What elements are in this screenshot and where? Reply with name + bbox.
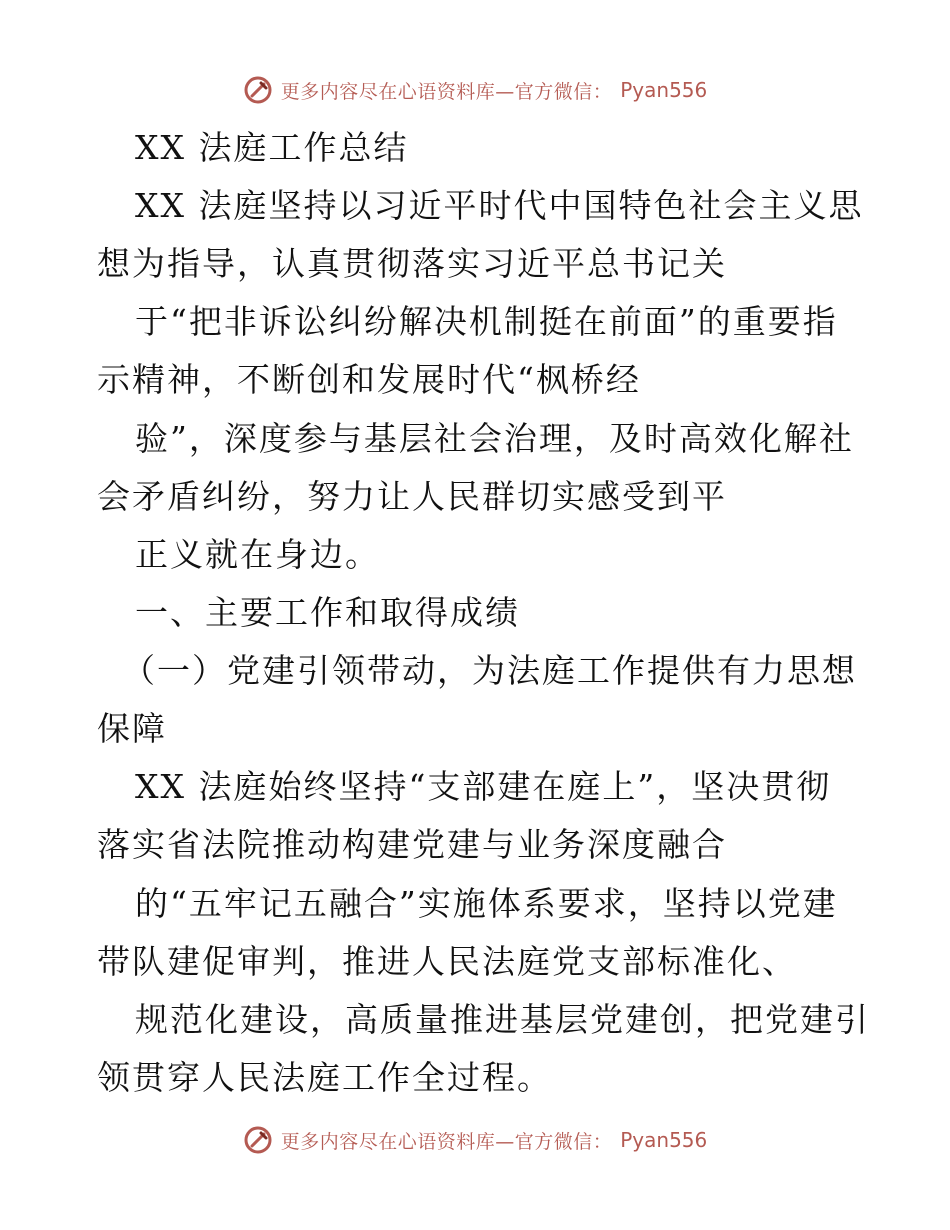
watermark-text: 更多内容尽在心语资料库—官方微信： [280,1130,613,1153]
paragraph-line: 验”，深度参与基层社会治理，及时高效化解社 [135,419,854,458]
paragraph-line: 会矛盾纠纷，努力让人民群切实感受到平 [97,477,727,516]
section-heading: 一、主要工作和取得成绩 [135,593,520,632]
watermark-wechat-id: Pyan556 [620,1128,708,1152]
watermark-text: 更多内容尽在心语资料库—官方微信： [280,80,613,103]
paragraph-line: 的“五牢记五融合”实施体系要求，坚持以党建 [135,884,838,923]
paragraph-line: XX 法庭始终坚持“支部建在庭上”，坚决贯彻 [135,767,832,806]
paragraph-line: XX 法庭坚持以习近平时代中国特色社会主义思 [135,186,864,225]
paragraph-line: 于“把非诉讼纠纷解决机制挺在前面”的重要指 [135,302,838,341]
subsection-heading: （一）党建引领带动，为法庭工作提供有力思想 [122,651,857,690]
footer-watermark [0,1120,950,1160]
paragraph-line: 领贯穿人民法庭工作全过程。 [97,1058,552,1097]
paragraph-line: 规范化建设，高质量推进基层党建创，把党建引 [135,1000,870,1039]
paragraph-line: 落实省法院推动构建党建与业务深度融合 [97,825,727,864]
document-title: XX 法庭工作总结 [135,128,409,167]
paragraph-line: 想为指导，认真贯彻落实习近平总书记关 [97,244,727,283]
watermark-wechat-id: Pyan556 [620,78,708,102]
subsection-heading-cont: 保障 [97,709,167,748]
paragraph-line: 带队建促审判，推进人民法庭党支部标准化、 [97,942,797,981]
paragraph-line: 正义就在身边。 [135,535,380,574]
brand-logo-icon [243,1125,273,1155]
paragraph-line: 示精神，不断创和发展时代“枫桥经 [97,360,641,399]
